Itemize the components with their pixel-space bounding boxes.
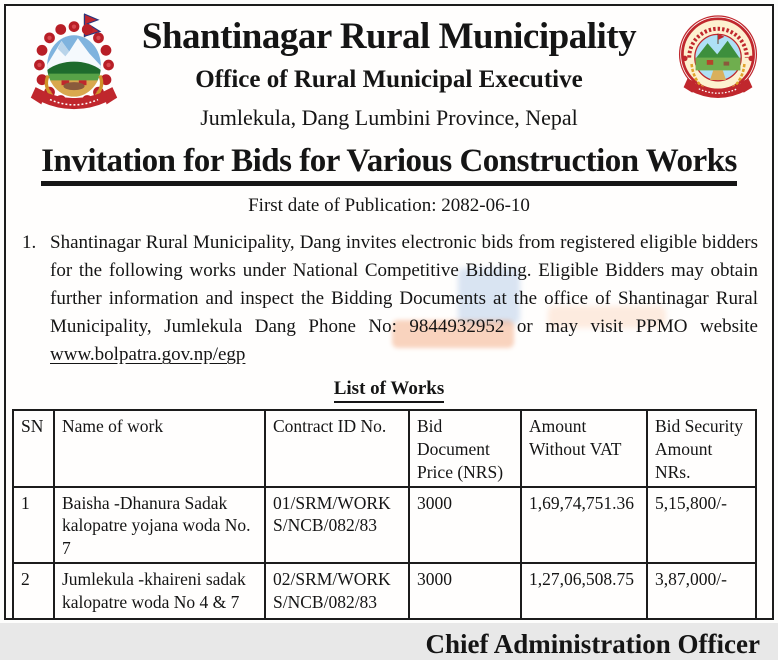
cell-sn: 1 [13, 487, 54, 563]
col-header-bid-security: Bid Security Amount NRs. [647, 410, 756, 486]
municipality-name: Shantinagar Rural Municipality [141, 16, 637, 57]
cell-contract-id: 02/SRM/WORKS/NCB/082/83 [265, 563, 409, 619]
cell-name-of-work: Baisha -Dhanura Sadak kalopatre yojana woda No. 7 [54, 487, 265, 563]
publication-date: First date of Publication: 2082-06-10 [248, 195, 530, 217]
notice-page [4, 4, 774, 659]
paragraph-body-text: Shantinagar Rural Municipality, Dang invites electronic bids from registered eligible bidders for the following works under National Competitive Bidding. Eligible Bidders may obtain further information and inspect the Bidding Documents at the office of Shantinagar Rural Municipality, Jumlekula Dang Phone No: 9844932952 or may visit PPMO website [50, 232, 758, 338]
office-name: Office of Rural Municipal Executive [195, 65, 583, 93]
table-header-row [13, 410, 756, 486]
paragraph-text [50, 229, 758, 369]
ppmo-website-link[interactable]: www.bolpatra.gov.np/egp [50, 344, 246, 366]
signatory-title: Chief Administration Officer [425, 628, 760, 659]
col-header-amount-without-vat: Amount Without VAT [521, 410, 647, 486]
cell-amount-without-vat: 1,69,74,751.36 [521, 487, 647, 563]
table-row [13, 563, 756, 619]
col-header-bid-document-price: Bid Document Price (NRS) [409, 410, 521, 486]
col-header-name-of-work: Name of work [54, 410, 265, 486]
paragraph-number: 1. [22, 232, 37, 254]
cell-contract-id: 01/SRM/WORKS/NCB/082/83 [265, 487, 409, 563]
col-header-contract-id: Contract ID No. [265, 410, 409, 486]
notice-title: Invitation for Bids for Various Construction Works [41, 144, 737, 187]
col-header-sn: SN [13, 410, 54, 486]
cell-bid-security: 3,87,000/- [647, 563, 756, 619]
cell-name-of-work: Jumlekula -khaireni sadak kalopatre woda No 4 & 7 [54, 563, 265, 619]
cell-bid-security: 5,15,800/- [647, 487, 756, 563]
intro-paragraph [22, 229, 758, 369]
cell-bid-document-price: 3000 [409, 487, 521, 563]
cell-bid-document-price: 3000 [409, 563, 521, 619]
table-caption: List of Works [334, 378, 445, 403]
works-table [12, 409, 757, 620]
cell-amount-without-vat: 1,27,06,508.75 [521, 563, 647, 619]
address-line: Jumlekula, Dang Lumbini Province, Nepal [200, 104, 578, 130]
table-row [13, 487, 756, 563]
cell-sn: 2 [13, 563, 54, 619]
